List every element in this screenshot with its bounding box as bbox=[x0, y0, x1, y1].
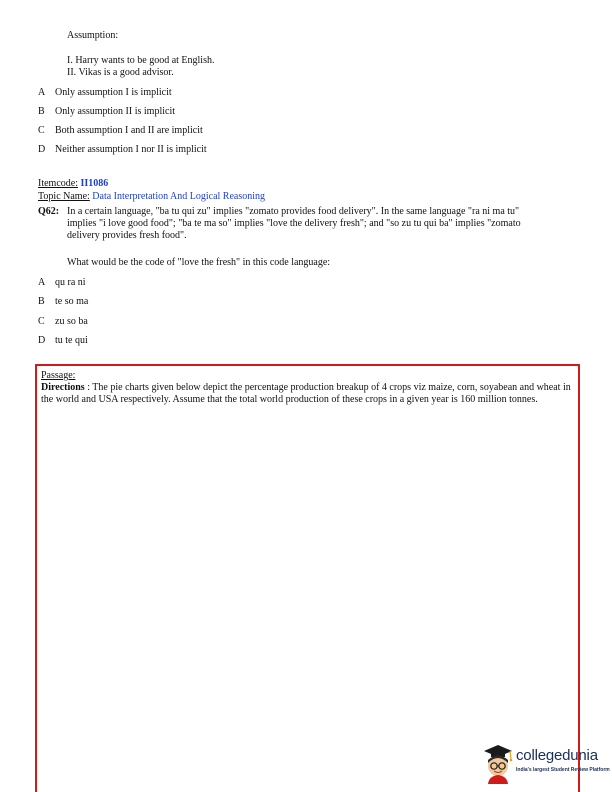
graduate-mascot-icon bbox=[480, 742, 516, 784]
assumption-item-1: I. Harry wants to be good at English. bbox=[67, 55, 215, 66]
collegedunia-logo bbox=[478, 742, 608, 786]
passage-title: Passage: bbox=[41, 370, 76, 381]
option-text: Neither assumption I nor II is implicit bbox=[55, 144, 207, 155]
option-text: Both assumption I and II are implicit bbox=[55, 125, 203, 136]
option-letter: D bbox=[38, 335, 46, 346]
question-number: Q62: bbox=[38, 206, 60, 217]
option-text: te so ma bbox=[55, 296, 89, 307]
assumption-item-2: II. Vikas is a good advisor. bbox=[67, 67, 174, 78]
option-text: zu so ba bbox=[55, 316, 88, 327]
option-text: tu te qui bbox=[55, 335, 88, 346]
option-letter: A bbox=[38, 277, 46, 288]
option-letter: C bbox=[38, 316, 45, 327]
question-line-2: implies "i love good food"; "ba te ma so" implies "love the delivery fresh"; and "so zu tu qui ba" implies "zomato bbox=[67, 218, 521, 229]
itemcode-line bbox=[38, 178, 108, 190]
itemcode-label: Itemcode: bbox=[38, 178, 78, 189]
logo-wordmark: collegedunia bbox=[516, 747, 598, 764]
passage-box bbox=[35, 364, 580, 792]
topic-line bbox=[38, 191, 265, 203]
option-text: Only assumption I is implicit bbox=[55, 87, 172, 98]
option-letter: D bbox=[38, 144, 46, 155]
option-letter: B bbox=[38, 106, 45, 117]
logo-tagline: India's largest Student Review Platform bbox=[516, 767, 610, 773]
passage-directions bbox=[41, 382, 576, 405]
directions-text: : The pie charts given below depict the percentage production breakup of 4 crops viz maize, corn, soyabean and wheat in the world and USA respectively. Assume that the total world production of these crops in a given year is 160 million tonnes. bbox=[41, 382, 571, 405]
itemcode-value: II1086 bbox=[80, 178, 109, 189]
question-prompt: What would be the code of "love the fresh" in this code language: bbox=[67, 257, 331, 268]
option-text: qu ra ni bbox=[55, 277, 86, 288]
topic-label: Topic Name: bbox=[38, 191, 90, 202]
question-line-3: delivery provides fresh food". bbox=[67, 230, 187, 241]
topic-value[interactable]: Data Interpretation And Logical Reasoning bbox=[92, 191, 266, 202]
directions-label: Directions bbox=[41, 382, 85, 393]
assumption-label: Assumption: bbox=[67, 30, 119, 41]
option-letter: C bbox=[38, 125, 45, 136]
option-text: Only assumption II is implicit bbox=[55, 106, 175, 117]
option-letter: A bbox=[38, 87, 46, 98]
question-line-1: In a certain language, "ba tu qui zu" implies "zomato provides food delivery". In the same language "ra ni ma tu" bbox=[67, 206, 520, 217]
option-letter: B bbox=[38, 296, 45, 307]
